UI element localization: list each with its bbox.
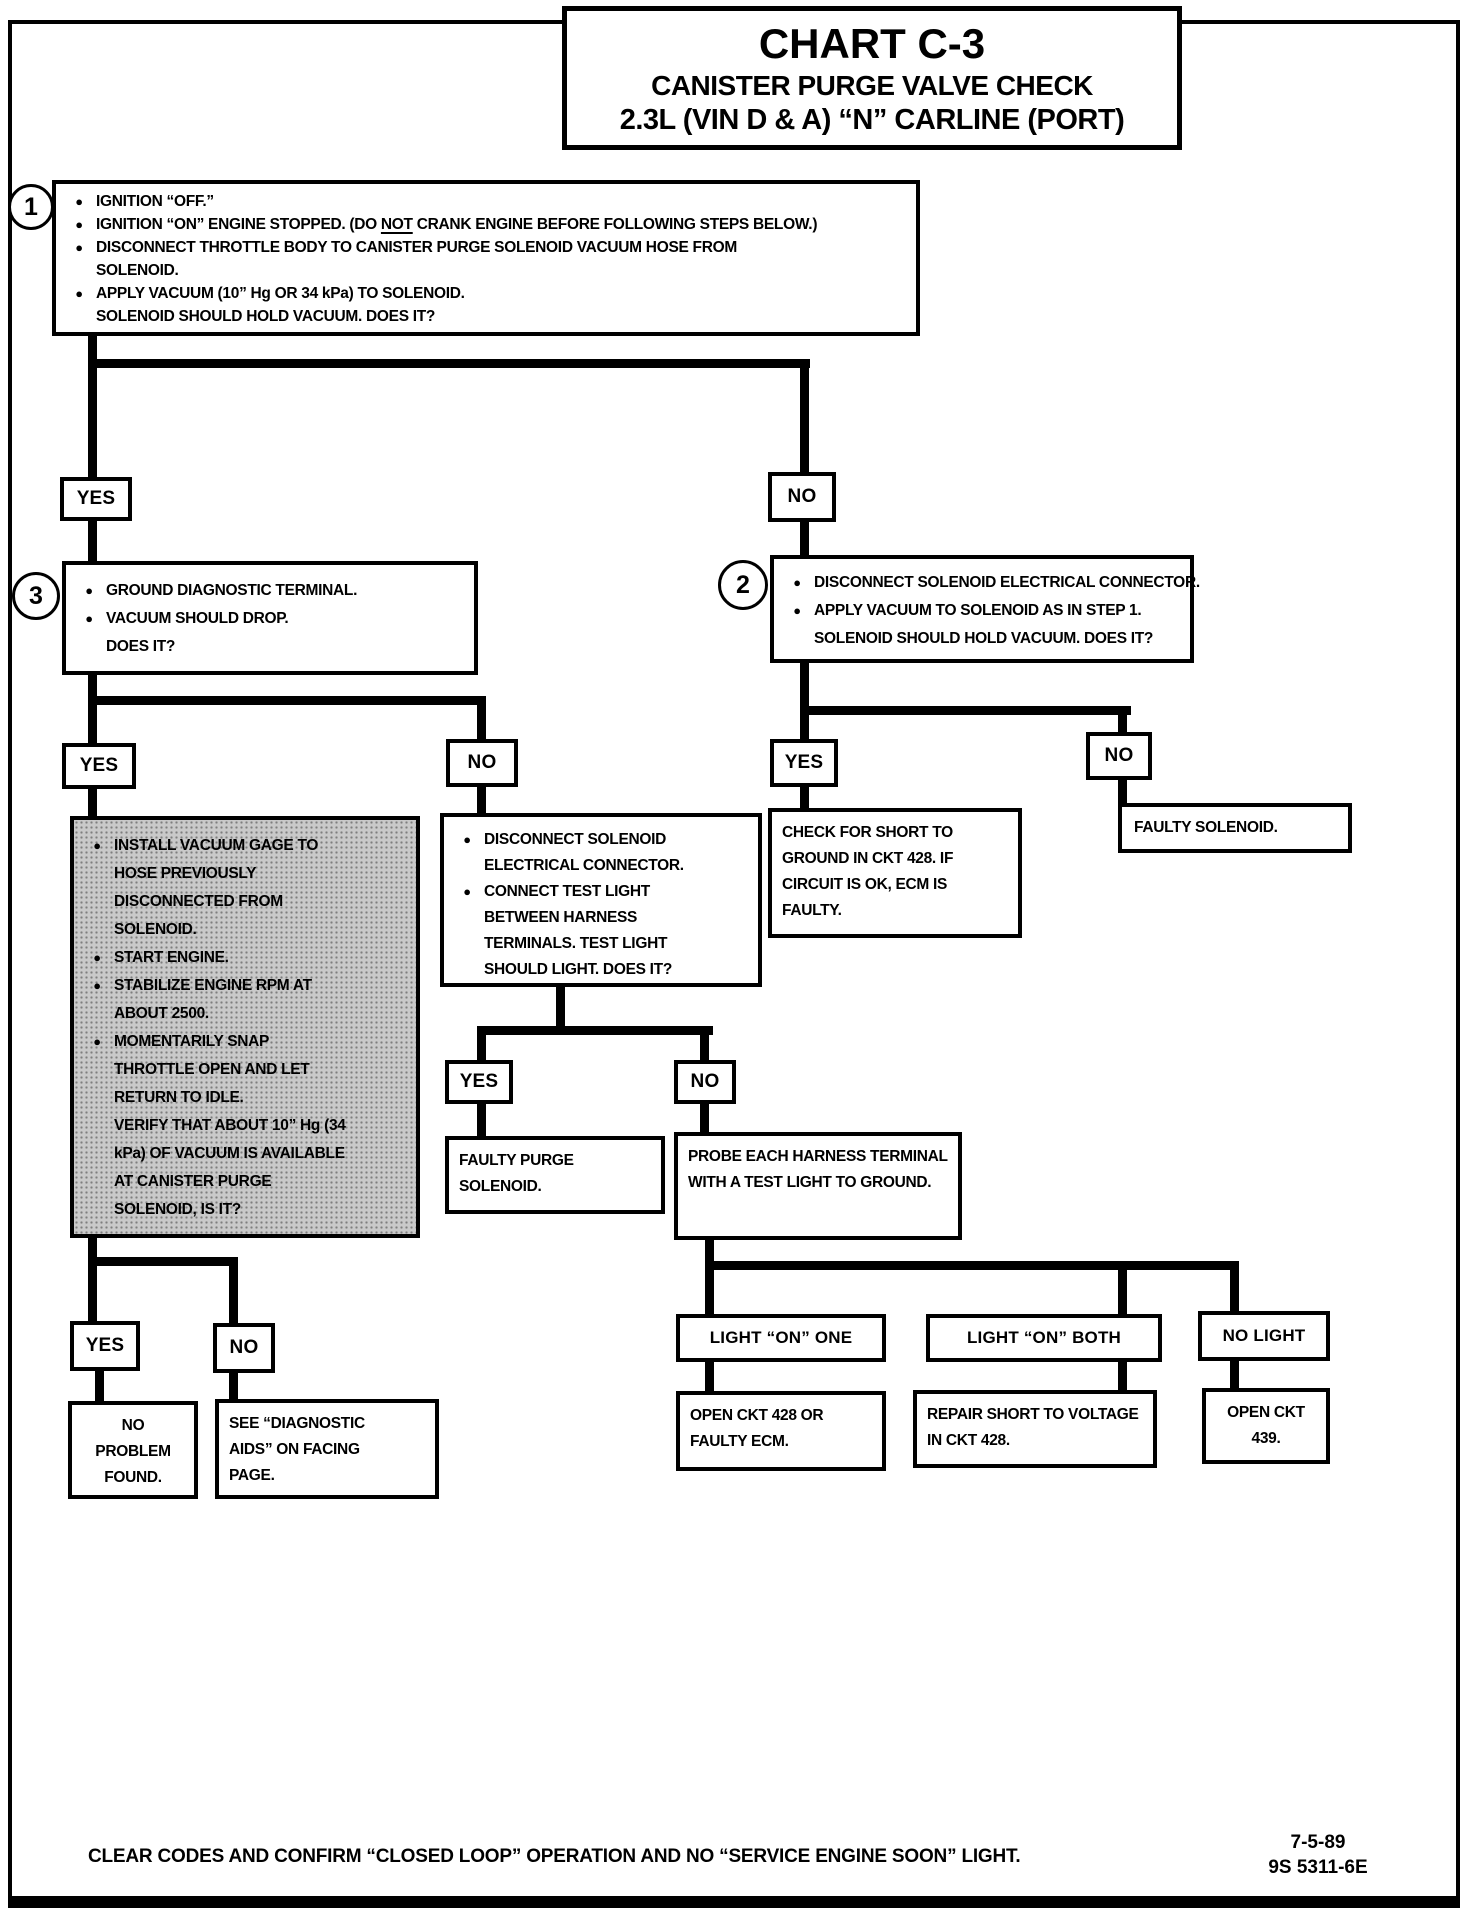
connector-line: [705, 1261, 1239, 1270]
connector-line: [1118, 706, 1127, 734]
connector-line: [800, 706, 1131, 715]
connector-line: [95, 1369, 104, 1403]
open-ckt439-text: OPEN CKT 439.: [1227, 1404, 1305, 1447]
bullet-icon: ●: [75, 194, 83, 209]
open-ckt439-box: [1202, 1388, 1330, 1464]
connector-line: [477, 696, 486, 741]
vacuum-gage-box: [70, 816, 420, 1238]
bullet-icon: ●: [85, 611, 93, 626]
connector-line: [800, 519, 809, 557]
connector-line: [88, 331, 97, 477]
connector-line: [800, 785, 809, 810]
connector-line: [88, 673, 97, 745]
no-problem-box: [68, 1401, 198, 1499]
test-light-bullet-2: CONNECT TEST LIGHT BETWEEN HARNESS TERMINALS. TEST LIGHT SHOULD LIGHT. DOES IT?: [484, 883, 673, 978]
connector-line: [229, 1257, 238, 1325]
connector-line: [88, 359, 810, 368]
underlined-not: NOT: [380, 216, 413, 233]
bullet-icon: ●: [75, 217, 83, 232]
footer-note: CLEAR CODES AND CONFIRM “CLOSED LOOP” OPERATION AND NO “SERVICE ENGINE SOON” LIGHT.: [88, 1846, 1021, 1867]
step3-number-badge: [12, 572, 60, 620]
connector-line: [88, 1237, 97, 1323]
faulty-solenoid-text: FAULTY SOLENOID.: [1134, 819, 1278, 836]
connector-line: [800, 661, 809, 741]
bullet-icon: ●: [793, 575, 801, 590]
step1-bullet-3-cont: SOLENOID.: [96, 262, 179, 279]
light-on-both-label: LIGHT “ON” BOTH: [926, 1314, 1162, 1362]
faulty-purge-box: [445, 1136, 665, 1214]
step2-number-badge: [718, 560, 768, 610]
connector-line: [1230, 1359, 1239, 1390]
bullet-icon: ●: [793, 603, 801, 618]
step1-number-badge: [8, 184, 54, 230]
step3-yes-label: YES: [62, 743, 136, 789]
test-light-bullet-1: DISCONNECT SOLENOID ELECTRICAL CONNECTOR.: [484, 831, 684, 874]
step3-number: 3: [29, 581, 43, 610]
vacuum-gage-bullet-4: MOMENTARILY SNAP THROTTLE OPEN AND LET RETURN TO IDLE.: [114, 1033, 310, 1106]
connector-line: [1118, 1360, 1127, 1392]
step2-question: SOLENOID SHOULD HOLD VACUUM. DOES IT?: [814, 630, 1154, 647]
step1-bullet-1: IGNITION “OFF.”: [96, 193, 214, 210]
probe-harness-box: [674, 1132, 962, 1240]
faulty-purge-text: FAULTY PURGE SOLENOID.: [459, 1152, 574, 1195]
connector-line: [800, 359, 809, 473]
vacuum-gage-question: VERIFY THAT ABOUT 10” Hg (34 kPa) OF VACUUM IS AVAILABLE AT CANISTER PURGE SOLENOID, IS IT?: [114, 1117, 346, 1218]
step3-question: DOES IT?: [106, 638, 176, 655]
faulty-solenoid-box: [1118, 803, 1352, 853]
bullet-icon: ●: [93, 838, 101, 853]
vacuum-gage-no-label: NO: [213, 1323, 275, 1373]
connector-line: [477, 1026, 486, 1062]
step1-box: [52, 180, 920, 336]
bullet-icon: ●: [463, 884, 471, 899]
chart-title: CHART C-3: [758, 20, 986, 67]
footer-date: 7-5-89: [1290, 1832, 1346, 1853]
no-light-label: NO LIGHT: [1198, 1311, 1330, 1361]
connector-line: [700, 1026, 709, 1062]
footer-doc-number: 9S 5311-6E: [1268, 1857, 1368, 1878]
step1-bullet-3: DISCONNECT THROTTLE BODY TO CANISTER PURGE SOLENOID VACUUM HOSE FROM: [96, 239, 737, 256]
vacuum-gage-bullet-2: START ENGINE.: [114, 949, 229, 966]
step2-box: [770, 555, 1200, 663]
check-short-box: [768, 808, 1022, 938]
bullet-icon: ●: [463, 832, 471, 847]
step2-number: 2: [736, 570, 750, 599]
step1-no-label: NO: [768, 472, 836, 522]
step3-box: [62, 561, 478, 675]
connector-line: [88, 787, 97, 818]
test-light-no-label: NO: [674, 1060, 736, 1104]
step2-no-label: NO: [1086, 732, 1152, 780]
connector-line: [88, 1257, 238, 1266]
no-problem-text: NO PROBLEM FOUND.: [95, 1417, 171, 1486]
step2-yes-label: YES: [770, 739, 838, 787]
bullet-icon: ●: [93, 978, 101, 993]
connector-line: [1230, 1261, 1239, 1313]
connector-line: [477, 1026, 713, 1035]
connector-line: [1118, 1261, 1127, 1316]
repair-short-text: REPAIR SHORT TO VOLTAGE IN CKT 428.: [927, 1406, 1139, 1449]
open-ckt428-box: [676, 1391, 886, 1471]
light-on-one-label: LIGHT “ON” ONE: [676, 1314, 886, 1362]
chart-subtitle: CANISTER PURGE VALVE CHECK: [651, 70, 1093, 101]
test-light-box: [440, 813, 762, 987]
connector-line: [477, 785, 486, 815]
repair-short-box: [913, 1390, 1157, 1468]
step1-bullet-2: IGNITION “ON” ENGINE STOPPED. (DO NOT CRANK ENGINE BEFORE FOLLOWING STEPS BELOW.): [96, 216, 818, 233]
step2-bullet-1: DISCONNECT SOLENOID ELECTRICAL CONNECTOR.: [814, 574, 1200, 591]
step3-no-label: NO: [446, 739, 518, 787]
chart-engine-line: 2.3L (VIN D & A) “N” CARLINE (PORT): [619, 104, 1125, 136]
bullet-icon: ●: [75, 286, 83, 301]
connector-line: [705, 1360, 714, 1393]
connector-line: [705, 1238, 714, 1316]
connector-line: [1118, 778, 1127, 805]
step1-number: 1: [24, 192, 38, 221]
step1-bullet-4: APPLY VACUUM (10” Hg OR 34 kPa) TO SOLENOID.: [96, 285, 465, 302]
diagnostic-aids-box: [215, 1399, 439, 1499]
bullet-icon: ●: [85, 583, 93, 598]
connector-line: [88, 518, 97, 564]
connector-line: [700, 1102, 709, 1134]
open-ckt428-text: OPEN CKT 428 OR FAULTY ECM.: [690, 1407, 824, 1450]
bullet-icon: ●: [93, 950, 101, 965]
connector-line: [88, 696, 482, 705]
vacuum-gage-bullet-3: STABILIZE ENGINE RPM AT ABOUT 2500.: [114, 977, 312, 1022]
chart-title-box: [562, 6, 1182, 150]
connector-line: [229, 1371, 238, 1401]
vacuum-gage-yes-label: YES: [70, 1321, 140, 1371]
vacuum-gage-bullet-1: INSTALL VACUUM GAGE TO HOSE PREVIOUSLY DISCONNECTED FROM SOLENOID.: [114, 837, 319, 938]
diagnostic-aids-text: SEE “DIAGNOSTIC AIDS” ON FACING PAGE.: [229, 1415, 365, 1484]
bullet-icon: ●: [93, 1034, 101, 1049]
footer-id-block: [1248, 1830, 1388, 1880]
step3-bullet-1: GROUND DIAGNOSTIC TERMINAL.: [106, 582, 358, 599]
bullet-icon: ●: [75, 240, 83, 255]
step1-question: SOLENOID SHOULD HOLD VACUUM. DOES IT?: [96, 308, 436, 325]
step1-yes-label: YES: [60, 477, 132, 521]
step3-bullet-2: VACUUM SHOULD DROP.: [106, 610, 289, 627]
test-light-yes-label: YES: [445, 1060, 513, 1104]
check-short-text: CHECK FOR SHORT TO GROUND IN CKT 428. IF CIRCUIT IS OK, ECM IS FAULTY.: [782, 824, 954, 919]
probe-harness-text: PROBE EACH HARNESS TERMINAL WITH A TEST LIGHT TO GROUND.: [688, 1148, 948, 1191]
connector-line: [477, 1102, 486, 1138]
step2-bullet-2: APPLY VACUUM TO SOLENOID AS IN STEP 1.: [814, 602, 1142, 619]
